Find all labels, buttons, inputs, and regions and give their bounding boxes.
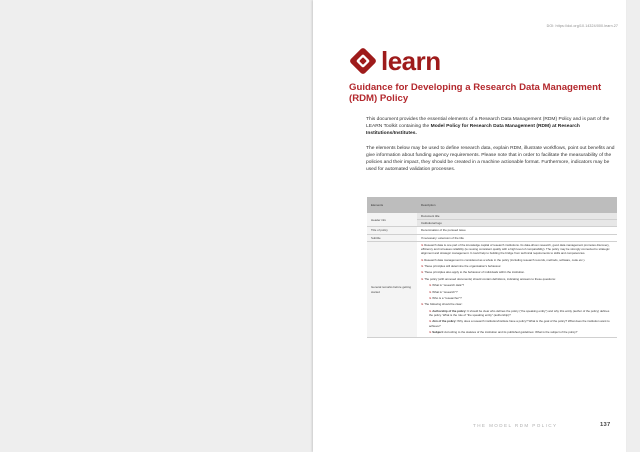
- remark-line: [421, 243, 613, 256]
- logo-wordmark: learn: [381, 46, 441, 76]
- clear-item-text: It should be clear who defines the policy ("the speaking entity") and why this entity (author of the policy) defines the policy. What is the role of "the speaking entity" (authorship)?: [429, 308, 610, 317]
- arrow-icon: ➤: [429, 295, 433, 300]
- remark-line: [421, 277, 613, 281]
- page-number: 137: [600, 422, 611, 428]
- remarks-body: [417, 241, 617, 338]
- table-row: [367, 227, 617, 234]
- learn-logo: [349, 46, 441, 76]
- question-item: [429, 290, 613, 294]
- clear-item-heading: Aim of the policy:: [432, 319, 457, 324]
- remark-text: The following should be clear:: [424, 302, 463, 307]
- intro-paragraph-2: The elements below may be used to define research data, explain RDM, illustrate workflows, point out benefits and give information about funding agency requirements. Please note that in order to facilitate the measurability of the policies and their impact, they should be created in a machine actionable format. Furthermore, indicators may be used for automated validation processes.: [366, 146, 615, 172]
- document-page: [313, 0, 626, 452]
- table-row: [367, 213, 617, 220]
- clear-item: [429, 309, 613, 317]
- header-info-key: Header info: [367, 213, 417, 227]
- clear-item-text: Why does a research institution/institute have a policy? What is the goal of the policy? What does the institution want to achieve?: [429, 319, 610, 328]
- clear-item-heading: Authorship of the policy:: [432, 308, 467, 313]
- arrow-icon: ➤: [421, 270, 425, 275]
- remark-text: These principles also apply to the behaviour of individuals within the institution.: [424, 270, 525, 275]
- remark-text: The policy (with annexed documents) should contain definitions, indicating answers to these questions:: [424, 276, 556, 281]
- arrow-icon: ➤: [421, 264, 425, 268]
- question-text: Who is a "researcher"?: [432, 295, 462, 300]
- remarks-key: General remarks before getting started: [367, 241, 417, 338]
- question-item: [429, 296, 613, 300]
- doi-text[interactable]: DOI: https://doi.org/10.14324/000.learn.27: [546, 24, 618, 28]
- subtitle-key: Subtitle: [367, 234, 417, 241]
- arrow-icon: ➤: [429, 289, 433, 294]
- intro-p1-text: This document provides the essential elements of a Research Data Management (RDM) Policy and is part of the LEARN Toolkit containing the: [366, 117, 610, 129]
- clear-item: [429, 319, 613, 327]
- arrow-icon: ➤: [429, 319, 433, 324]
- table-row: [367, 234, 617, 241]
- question-text: What is "research data"?: [432, 283, 465, 288]
- col-elements-header: Elements: [367, 197, 417, 213]
- table-row: [367, 241, 617, 338]
- clear-item-text: According to the statutes of the institution and its published guidelines: What is the subject of the policy?: [443, 329, 578, 334]
- arrow-icon: ➤: [429, 308, 433, 313]
- clear-item: [429, 330, 613, 334]
- running-footer: THE MODEL RDM POLICY: [473, 423, 558, 428]
- learn-diamond-icon: [349, 47, 377, 75]
- remark-line: [421, 270, 613, 274]
- question-item: [429, 283, 613, 287]
- arrow-icon: ➤: [429, 283, 433, 288]
- intro-paragraph-1: [366, 116, 618, 137]
- question-text: What is "research"?: [432, 289, 458, 294]
- arrow-icon: ➤: [421, 302, 425, 307]
- intro-p1-bold: Model Policy for Research Data Management (RDM) at Research Institutions/Institutes.: [366, 124, 580, 136]
- remark-line: [421, 258, 613, 262]
- remark-line: [421, 264, 613, 268]
- header-info-row1: Document title: [417, 213, 617, 220]
- header-info-row2: Institutional logo: [417, 220, 617, 227]
- remark-text: These principles will determine the organisation's behaviour.: [424, 264, 502, 268]
- col-description-header: Description: [417, 197, 617, 213]
- remark-line: [421, 302, 613, 306]
- subtitle-val: If necessary: extension of the title: [417, 234, 617, 241]
- arrow-icon: ➤: [421, 257, 425, 262]
- document-title: Guidance for Developing a Research Data Management (RDM) Policy: [349, 82, 602, 104]
- table-header-row: [367, 197, 617, 213]
- policy-elements-table: [367, 197, 617, 338]
- arrow-icon: ➤: [421, 242, 425, 247]
- arrow-icon: ➤: [429, 329, 433, 334]
- title-of-policy-val: Denomination of the pursued issue: [417, 227, 617, 234]
- clear-item-heading: Subject:: [432, 329, 444, 334]
- remark-text: Research data management is considered as a whole in the policy (including research records, methods, software, code etc.).: [424, 257, 586, 262]
- title-of-policy-key: Title of policy: [367, 227, 417, 234]
- remark-text: Research data is one part of the knowledge capital of research institutions. Its data-driven research, good data management promotes discovery, efficiency and increases reliability (ie reusing consistent quality with a high level of comparability). The policy may be strongly connected to strategic alignment and strategic management. It could help to building the bridge from technical requirements to skills and competencies.: [421, 242, 610, 256]
- arrow-icon: ➤: [421, 276, 425, 281]
